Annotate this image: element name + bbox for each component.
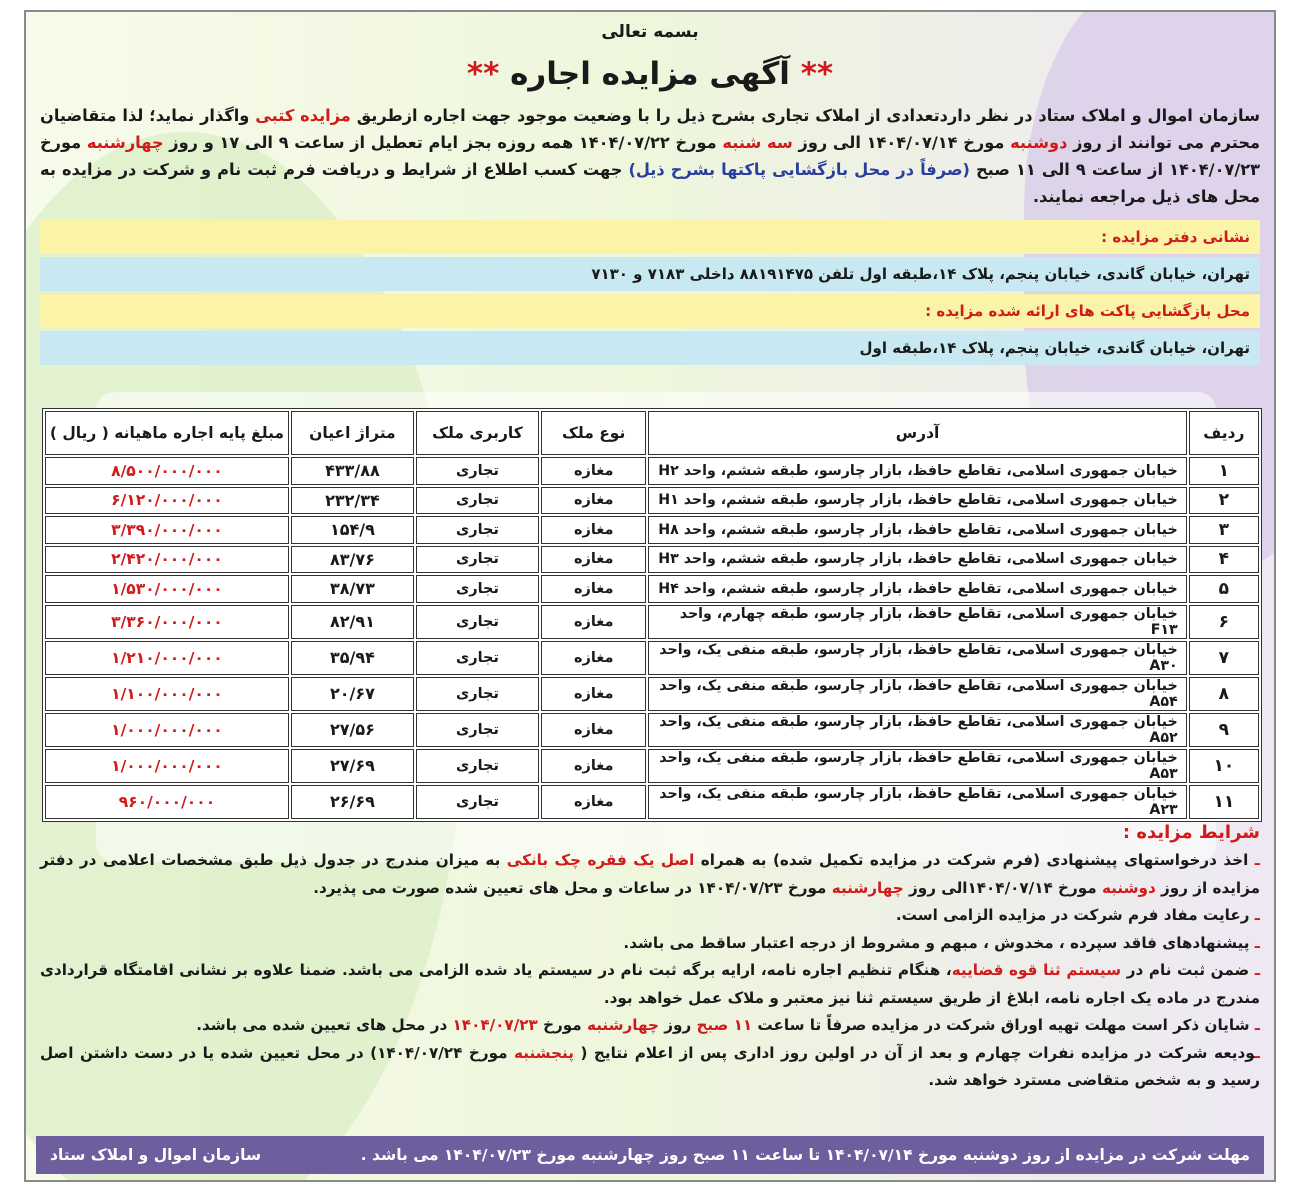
condition-text: ضمن ثبت نام در — [1121, 961, 1255, 979]
row-usage: تجاری — [416, 605, 539, 639]
condition-text: روز — [658, 1016, 697, 1034]
page-title — [40, 56, 1260, 92]
condition-text: رعایت مفاد فرم شرکت در مزایده الزامی است. — [895, 906, 1255, 924]
condition-highlight: چهارشنبه — [831, 878, 904, 897]
row-number: ۳ — [1189, 516, 1259, 544]
row-address: خیابان جمهوری اسلامی، تقاطع حافظ، بازار چارسو، طبقه منفی یک، واحد A۳۰ — [648, 641, 1186, 675]
intro-paragraph — [40, 102, 1260, 210]
row-address: خیابان جمهوری اسلامی، تقاطع حافظ، بازار چارسو، طبقه ششم، واحد H۲ — [648, 457, 1186, 485]
row-usage: تجاری — [416, 575, 539, 603]
row-area: ۴۳۳/۸۸ — [291, 457, 414, 485]
footer-bar — [36, 1136, 1264, 1174]
row-price: ۱/۲۱۰/۰۰۰/۰۰۰ — [45, 641, 289, 675]
row-address: خیابان جمهوری اسلامی، تقاطع حافظ، بازار چارسو، طبقه منفی یک، واحد A۵۲ — [648, 713, 1186, 747]
condition-highlight: اصل یک فقره چک بانکی — [506, 851, 695, 869]
row-address: خیابان جمهوری اسلامی، تقاطع حافظ، بازار چارسو، طبقه منفی یک، واحد A۵۳ — [648, 749, 1186, 783]
intro-text-2: واگذار نماید؛ لذا متقاضیان محترم می توانند از روز — [40, 106, 1261, 152]
row-type: مغازه — [541, 641, 646, 675]
row-usage: تجاری — [416, 749, 539, 783]
row-type: مغازه — [541, 487, 646, 515]
row-usage: تجاری — [416, 713, 539, 747]
row-price: ۱/۱۰۰/۰۰۰/۰۰۰ — [45, 677, 289, 711]
conditions-title: شرایط مزایده : — [1122, 822, 1260, 843]
row-type: مغازه — [541, 749, 646, 783]
row-usage: تجاری — [416, 641, 539, 675]
row-address: خیابان جمهوری اسلامی، تقاطع حافظ، بازار چارسو، طبقه ششم، واحد H۴ — [648, 575, 1186, 603]
properties-table — [42, 408, 1262, 822]
row-usage: تجاری — [416, 516, 539, 544]
condition-text: ودیعه شرکت در مزایده نفرات چهارم و بعد از آن در اولین روز اداری پس از اعلام نتایج ( — [573, 1043, 1255, 1062]
condition-text: به میزان مندرج در جدول ذیل طبق مشخصات اعلامی در دفتر مزایده از روز — [40, 851, 1260, 897]
condition-item — [40, 902, 1260, 930]
row-area: ۲۷/۵۶ — [291, 713, 414, 747]
condition-item — [40, 957, 1260, 1012]
row-usage: تجاری — [416, 546, 539, 574]
row-area: ۲۳۲/۳۴ — [291, 487, 414, 515]
condition-text: ، هنگام تنظیم اجاره نامه، ارایه برگه ثبت نام در سیستم یاد شده الزامی می باشد. ضمنا علاوه بر نشانی اقامتگاه قراردادی مندرج در ماده یک اجاره نامه، ابلاغ از طریق سیستم ثنا نیز معتبر و ملاک عمل خواهد بود. — [40, 961, 1260, 1007]
row-type: مغازه — [541, 605, 646, 639]
condition-text: شایان ذکر است مهلت تهیه اوراق شرکت در مزایده صرفاً تا ساعت — [752, 1016, 1255, 1034]
row-type: مغازه — [541, 713, 646, 747]
row-area: ۲۶/۶۹ — [291, 785, 414, 819]
row-type: مغازه — [541, 546, 646, 574]
condition-text: پیشنهادهای فاقد سپرده ، مخدوش ، مبهم و مشروط از درجه اعتبار ساقط می باشد. — [623, 933, 1255, 952]
condition-item — [40, 847, 1260, 902]
col-header-type: نوع ملک — [541, 411, 646, 455]
condition-item — [40, 930, 1260, 958]
table-row — [45, 516, 1259, 544]
intro-text-6: جهت کسب اطلاع از شرایط و دریافت فرم ثبت نام و شرکت در مزایده به محل های ذیل مراجعه نمایند. — [40, 160, 1260, 206]
table-row — [45, 713, 1259, 747]
footer-deadline: مهلت شرکت در مزایده از روز دوشنبه مورخ ۱۴۰۴/۰۷/۱۴ تا ساعت ۱۱ صبح روز چهارشنبه مورخ ۱۴۰۴/۰۷/۲۳ می باشد . — [360, 1146, 1250, 1164]
row-number: ۴ — [1189, 546, 1259, 574]
row-usage: تجاری — [416, 785, 539, 819]
bullet-dash: ـ — [1254, 1016, 1260, 1034]
row-price: ۳/۳۶۰/۰۰۰/۰۰۰ — [45, 605, 289, 639]
row-address: خیابان جمهوری اسلامی، تقاطع حافظ، بازار چارسو، طبقه ششم، واحد H۸ — [648, 516, 1186, 544]
col-header-address: آدرس — [648, 411, 1186, 455]
footer-org: سازمان اموال و املاک ستاد — [50, 1146, 262, 1164]
condition-highlight: ۱۴۰۴/۰۷/۲۳ — [452, 1016, 538, 1034]
row-type: مغازه — [541, 677, 646, 711]
row-price: ۸/۵۰۰/۰۰۰/۰۰۰ — [45, 457, 289, 485]
intro-highlight-5: (صرفاً در محل بازگشایی پاکتها بشرح ذیل) — [628, 160, 970, 179]
condition-text: در محل های تعیین شده می باشد. — [196, 1016, 453, 1034]
condition-highlight: سیستم ثنا قوه قضاییه — [951, 961, 1122, 979]
row-area: ۸۲/۹۱ — [291, 605, 414, 639]
row-number: ۲ — [1189, 487, 1259, 515]
opening-label: محل بازگشایی پاکت های ارائه شده مزایده : — [40, 294, 1260, 328]
table-row — [45, 457, 1259, 485]
address-block — [40, 220, 1260, 365]
bullet-dash: ـ — [1254, 961, 1261, 979]
row-price: ۱/۰۰۰/۰۰۰/۰۰۰ — [45, 713, 289, 747]
title-text: آگهی مزایده اجاره — [510, 56, 790, 92]
title-stars-right: ** — [800, 56, 834, 92]
row-type: مغازه — [541, 785, 646, 819]
col-header-area: متراژ اعیان — [291, 411, 414, 455]
condition-text: اخذ درخواستهای پیشنهادی (فرم شرکت در مزایده تکمیل شده) به همراه — [694, 851, 1255, 869]
row-number: ۱ — [1189, 457, 1259, 485]
intro-highlight-3: سه شنبه — [722, 133, 793, 152]
row-price: ۹۶۰/۰۰۰/۰۰۰ — [45, 785, 289, 819]
table-row — [45, 641, 1259, 675]
bullet-dash: ـ — [1254, 906, 1260, 924]
bullet-dash: ـ — [1254, 1043, 1260, 1062]
table-header-row — [45, 411, 1259, 455]
intro-text-4: مورخ ۱۴۰۴/۰۷/۲۲ همه روزه بجز ایام تعطیل از ساعت ۹ الی ۱۷ و روز — [163, 133, 723, 152]
row-number: ۱۰ — [1189, 749, 1259, 783]
intro-highlight-2: دوشنبه — [1010, 133, 1068, 152]
row-price: ۲/۴۲۰/۰۰۰/۰۰۰ — [45, 546, 289, 574]
row-usage: تجاری — [416, 677, 539, 711]
row-type: مغازه — [541, 457, 646, 485]
condition-highlight: پنجشنبه — [514, 1043, 574, 1062]
row-number: ۸ — [1189, 677, 1259, 711]
row-number: ۵ — [1189, 575, 1259, 603]
condition-text: مورخ ۱۴۰۴/۰۷/۱۴الی روز — [903, 878, 1102, 897]
row-number: ۹ — [1189, 713, 1259, 747]
intro-highlight-4: چهارشنبه — [86, 133, 164, 152]
condition-text: مورخ ۱۴۰۴/۰۷/۲۴) در محل تعیین شده یا در دست داشتن اصل رسید و به شخص متقاضی مسترد خواهد شد. — [40, 1043, 1260, 1089]
table-row — [45, 749, 1259, 783]
intro-highlight-1: مزایده کتبی — [255, 106, 351, 125]
row-usage: تجاری — [416, 457, 539, 485]
row-price: ۳/۳۹۰/۰۰۰/۰۰۰ — [45, 516, 289, 544]
condition-item — [40, 1012, 1260, 1040]
bullet-dash: ـ — [1254, 933, 1260, 952]
condition-highlight: دوشنبه — [1101, 878, 1156, 897]
row-address: خیابان جمهوری اسلامی، تقاطع حافظ، بازار چارسو، طبقه چهارم، واحد F۱۳ — [648, 605, 1186, 639]
table-row — [45, 785, 1259, 819]
col-header-price: مبلغ پایه اجاره ماهیانه ( ریال ) — [45, 411, 289, 455]
condition-highlight: ۱۱ صبح — [696, 1016, 753, 1034]
office-label: نشانی دفتر مزایده : — [40, 220, 1260, 254]
row-number: ۷ — [1189, 641, 1259, 675]
row-address: خیابان جمهوری اسلامی، تقاطع حافظ، بازار چارسو، طبقه منفی یک، واحد A۲۳ — [648, 785, 1186, 819]
table-body — [45, 457, 1259, 819]
col-header-row: ردیف — [1189, 411, 1259, 455]
table-row — [45, 677, 1259, 711]
condition-item — [40, 1040, 1260, 1095]
row-address: خیابان جمهوری اسلامی، تقاطع حافظ، بازار چارسو، طبقه منفی یک، واحد A۵۴ — [648, 677, 1186, 711]
row-number: ۶ — [1189, 605, 1259, 639]
row-usage: تجاری — [416, 487, 539, 515]
condition-highlight: چهارشنبه — [587, 1016, 659, 1034]
table-row — [45, 605, 1259, 639]
opening-address: تهران، خیابان گاندی، خیابان پنجم، پلاک ۱۴،طبقه اول — [40, 331, 1260, 365]
row-price: ۶/۱۲۰/۰۰۰/۰۰۰ — [45, 487, 289, 515]
intro-text-3: مورخ ۱۴۰۴/۰۷/۱۴ الی روز — [792, 133, 1011, 152]
row-price: ۱/۵۳۰/۰۰۰/۰۰۰ — [45, 575, 289, 603]
office-address: تهران، خیابان گاندی، خیابان پنجم، پلاک ۱۴،طبقه اول تلفن ۸۸۱۹۱۴۷۵ داخلی ۷۱۸۳ و ۷۱۳۰ — [40, 257, 1260, 291]
intro-text-5: مورخ ۱۴۰۴/۰۷/۲۳ از ساعت ۹ الی ۱۱ صبح — [40, 133, 1261, 179]
row-area: ۳۵/۹۴ — [291, 641, 414, 675]
condition-text: مورخ — [537, 1016, 587, 1034]
intro-text-1: سازمان اموال و املاک ستاد در نظر دارد​تعدادی از املاک تجاری بشرح ذیل را با وضعیت موجود جهت اجاره ازطریق — [350, 106, 1260, 125]
row-area: ۳۸/۷۳ — [291, 575, 414, 603]
conditions-section — [40, 822, 1260, 1095]
table-row — [45, 487, 1259, 515]
bismillah: بسمه تعالی — [601, 22, 699, 42]
row-area: ۸۳/۷۶ — [291, 546, 414, 574]
row-number: ۱۱ — [1189, 785, 1259, 819]
row-area: ۲۰/۶۷ — [291, 677, 414, 711]
auction-notice — [24, 10, 1276, 1182]
bullet-dash: ـ — [1254, 851, 1260, 869]
condition-text: مورخ ۱۴۰۴/۰۷/۲۳ در ساعات و محل های تعیین شده صورت می پذیرد. — [313, 878, 832, 897]
col-header-usage: کاربری ملک — [416, 411, 539, 455]
row-price: ۱/۰۰۰/۰۰۰/۰۰۰ — [45, 749, 289, 783]
table-row — [45, 546, 1259, 574]
row-area: ۲۷/۶۹ — [291, 749, 414, 783]
row-area: ۱۵۴/۹ — [291, 516, 414, 544]
table-row — [45, 575, 1259, 603]
title-stars-left: ** — [466, 56, 500, 92]
row-type: مغازه — [541, 575, 646, 603]
row-address: خیابان جمهوری اسلامی، تقاطع حافظ، بازار چارسو، طبقه ششم، واحد H۳ — [648, 546, 1186, 574]
row-type: مغازه — [541, 516, 646, 544]
row-address: خیابان جمهوری اسلامی، تقاطع حافظ، بازار چارسو، طبقه ششم، واحد H۱ — [648, 487, 1186, 515]
